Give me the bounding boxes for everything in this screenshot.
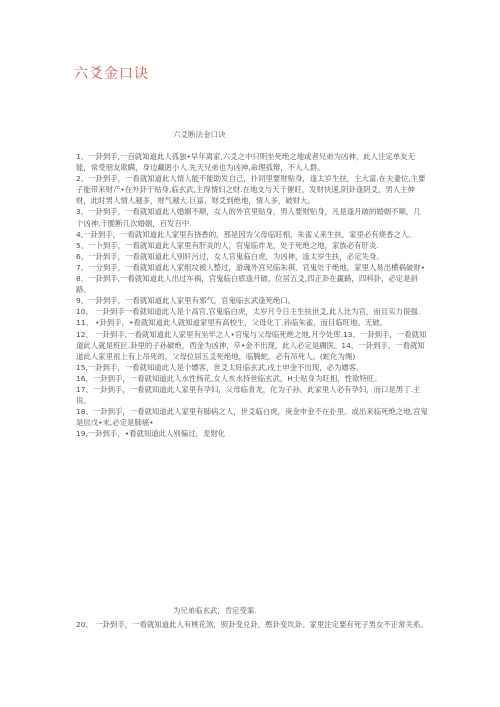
document-subtitle: 六爻断法金口诀 [173,130,226,139]
paragraph: 6、一卦到手，一看就知道此人别奸污过，女人官鬼临白虎，为凶神，逢太岁生扶，必定失身。 [76,251,384,261]
paragraph: 19,一卦到手，•看就知道此人别偏过，麦财化 [76,429,226,439]
section-heading: 为兄弟临玄武，肯定受案. [173,606,257,615]
paragraph: 2、一卦到手，一看就知道此人情人能不能助发自己，扑同里要财贴身，逢太岁生扶，主大富.在夫妻位,主要子能带来财产•在外卦干贴身,临玄武,主得情妇之财.在地支与天干催旺，发财快速,阴卦逢阴爻，男人主伸财，此时男人情人越多，财气越大.巨富，财爻到绝地，情人多，破财大。 [76,174,426,206]
paragraph: 4,一卦到手，一看就知道此人家里有挠香的，那是因为父母临旺相，朱雀乂来生扶，家里必有烧香之人。 [76,229,416,239]
paragraph: 5、一卜到手，一看就知道此人家里有肝炎的人，官鬼临炸龙，处于死绝之地，家族必有肝炎. [76,240,379,250]
paragraph: 9、一卦到手，一看就知道此人家里有邪气，官鬼临玄武逢死绝口。 [76,296,296,306]
document-title: 六爻金口诀 [74,66,149,82]
paragraph: 20、 一卦到手，一看就知道此人有桃花煞，照卦变兑卦，憨卦变坎卦。家里注定要有死子男女不正常关系。 [76,620,428,629]
paragraph: 15,一卦到手，一看就知道此人是个嫖客，世爻太旺临玄武,戌士申金不出现，必为嫖客。 [76,362,364,372]
paragraph: 11、 •卦到手，•看就知道此人就知道家里有高校生，父母化丁.孙临朱雀，而目临旺地。无破。 [76,318,388,328]
paragraph: 8、一卦到手,一看就知道此人出过车祸，官鬼临白底逢月破，位居五爻,四正卦在赢路，四科卦，必定是斜路。 [76,274,418,295]
paragraph: 12、 一卦到手,一看就知道此人家里有坐牢之人•官鬼与父母临死绝之地,月令处库.13、一卦到手，一看就知道此人就是班匠.卦里的子孙破绝，西金为凶神，卒•金不出现，此人必定是瘸医。14、一卦到手，一看就知道此人家里祖上有上吊死的，父母位居五爻死绝地，临腾蛇。必有吊死人。(蛇化为绳) [76,329,427,361]
paragraph: 16、一卦到手，一看就知道此人水性杨花,女人亥水持世临玄武，H士贴身为旺相，性欲特旺。 [76,373,382,383]
document-body [76,151,428,439]
paragraph: 3、一卦到手，一看就知道此人婚姻不顺，女人的外官里贴身，男人要财贴身，凡是逢月破的婚姻不顺，几个凶神,干脆断几次婚姻，百发百中. [76,207,421,228]
paragraph: 1、一卦到手,一百就知道此人孤独•早年离家,六爻之中只明坐死绝之地或者兄弟为凶神，此人注定单友无能，常受朋友欺瞒，身边藏匿小人.先天兄弟也为凶神,命理孤辩，不入人群。 [76,152,415,173]
paragraph: 18、一卦到手，一看就知道此人家里有肺病之人，世爻临白虎，庚金申金不在扑里。或出来临死绝之地,宫鬼是辰戊•未,必定是肺癌• [76,407,428,428]
paragraph: 10、 一卦到手一看就知道此人是个高官,官鬼临白虎，太岁月令日主生扶世爻,此人比为官，而且实力很强. [76,307,420,317]
paragraph: 17、一卦到手，一看就知道此人家里有孕妇，父母临青龙，化为子孙，此家里人必有孕妇，而口是男丁.主说。 [76,384,421,406]
paragraph: 7、一分到手，一看就知道此人家组坟被人整过，游魂外宫兄临朱祺，官鬼处于绝地，家里人易出横祸破财• [76,262,426,272]
document-body-continued [76,619,428,630]
